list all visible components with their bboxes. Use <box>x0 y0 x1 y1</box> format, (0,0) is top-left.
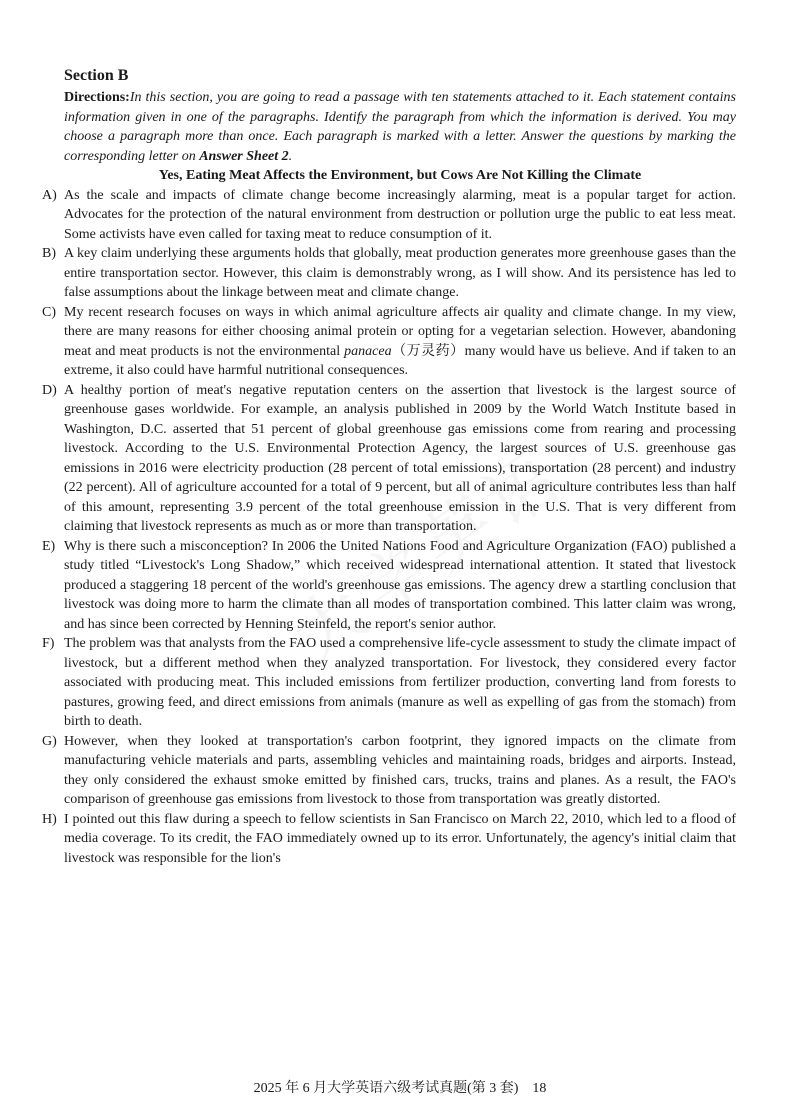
section-heading: Section B <box>64 67 129 84</box>
paragraph-letter: D) <box>42 382 57 398</box>
paragraph-text: Why is there such a misconception? In 2006 the United Nations Food and Agriculture Organization (FAO) published a study titled “Livestock's Long Shadow,” which received widespread international attention. It stated that livestock produced a staggering 18 percent of the world's greenhouse gas emissions. The agency drew a startling conclusion that livestock was doing more to harm the climate than all modes of transportation combined. This latter claim was wrong, and has since been corrected by Henning Steinfeld, the report's senior author. <box>64 538 736 632</box>
paragraph-text: A key claim underlying these arguments holds that globally, meat production generates more greenhouse gases than the entire transportation sector. However, this claim is demonstrably wrong, as I will show. And its persistence has led to false assumptions about the linkage between meat and climate change. <box>64 246 736 300</box>
paragraph-letter: G) <box>42 733 57 749</box>
directions <box>64 88 736 166</box>
emphasized-term: panacea <box>344 343 392 359</box>
directions-end: . <box>288 148 293 164</box>
paragraph-b <box>42 244 736 303</box>
paragraph-d <box>42 381 736 537</box>
paragraph-h <box>42 810 736 869</box>
paragraph-e <box>42 537 736 635</box>
paragraph-text: My recent research focuses on ways in which animal agriculture affects air quality and climate change. In my view, there are many reasons for either choosing animal protein or opting for a vegetarian selection. However, abandoning meat and meat products is not the environmental <box>64 304 736 359</box>
paragraph-letter: H) <box>42 811 57 827</box>
passage-title: Yes, Eating Meat Affects the Environment, but Cows Are Not Killing the Climate <box>158 168 642 183</box>
paragraph-letter: E) <box>42 538 56 554</box>
paragraph-text: I pointed out this flaw during a speech to fellow scientists in San Francisco on March 22, 2010, which led to a flood of media coverage. To its credit, the FAO immediately owned up to its error. Unfortunately, the agency's initial claim that livestock was responsible for the lion's <box>64 811 736 866</box>
paragraph-f <box>42 634 736 732</box>
paragraph-g <box>42 732 736 810</box>
paragraph-text: However, when they looked at transportation's carbon footprint, they ignored impacts on the climate from manufacturing vehicle materials and parts, assembling vehicles and maintaining roads, bridges and airports. Instead, they only considered the exhaust smoke emitted by finished cars, trucks, trains and planes. As a result, the FAO's comparison of greenhouse gas emissions from livestock to those from transportation was greatly distorted. <box>64 733 736 807</box>
paragraph-text: A healthy portion of meat's negative reputation centers on the assertion that livestock is the largest source of greenhouse gases worldwide. For example, an analysis published in 2009 by the World Watch Institute based in Washington, D.C. asserted that 51 percent of global greenhouse gas emissions come from rearing and processing livestock. According to the U.S. Environmental Protection Agency, the largest sources of U.S. greenhouse gas emissions in 2016 were electricity production (28 percent of total emissions), transportation (28 percent) and industry (22 percent). All of agriculture accounted for a total of 9 percent, but all of animal agriculture contributes less than half of this amount, representing 3.9 percent of the total greenhouse emission in the U.S. That is very different from claiming that livestock represents as much as or more than transportation. <box>64 382 736 534</box>
paragraph-letter: A) <box>42 187 57 203</box>
paragraph-c <box>42 303 736 381</box>
paragraph-text-continued: （万灵药）many would have us believe. And if taken to an extreme, it also could have harmful nutritional consequences. <box>64 343 736 378</box>
page-footer: 2025 年 6 月大学英语六级考试真题(第 3 套) 18 <box>253 1081 547 1096</box>
paragraph-letter: F) <box>42 636 55 651</box>
directions-label: Directions: <box>64 90 130 105</box>
directions-text: In this section, you are going to read a passage with ten statements attached to it. Each statement contains information given in one of the paragraphs. Identify the paragraph from which the information is derived. You may choose a paragraph more than once. Each paragraph is marked with a letter. Answer the questions by marking the corresponding letter on <box>64 90 736 164</box>
page-content <box>42 66 736 868</box>
paragraph-a <box>42 186 736 245</box>
paragraph-letter: B) <box>42 246 56 261</box>
answer-sheet-ref: Answer Sheet 2 <box>199 148 289 164</box>
paragraph-text: As the scale and impacts of climate change become increasingly alarming, meat is a popular target for action. Advocates for the protection of the natural environment from destruction or pollution urge the public to eat less meat. Some activists have even called for taxing meat to reduce consumption of it. <box>64 187 736 242</box>
paragraph-text: The problem was that analysts from the FAO used a comprehensive life-cycle assessment to study the climate impact of livestock, but a different method when they analyzed transportation. For livestock, they considered every factor associated with producing meat. This included emissions from fertilizer production, converting land from forests to pastures, growing feed, and direct emissions from animals (manure as well as expelling of gas from the stomach) from birth to death. <box>64 636 736 729</box>
paragraph-letter: C) <box>42 304 56 320</box>
